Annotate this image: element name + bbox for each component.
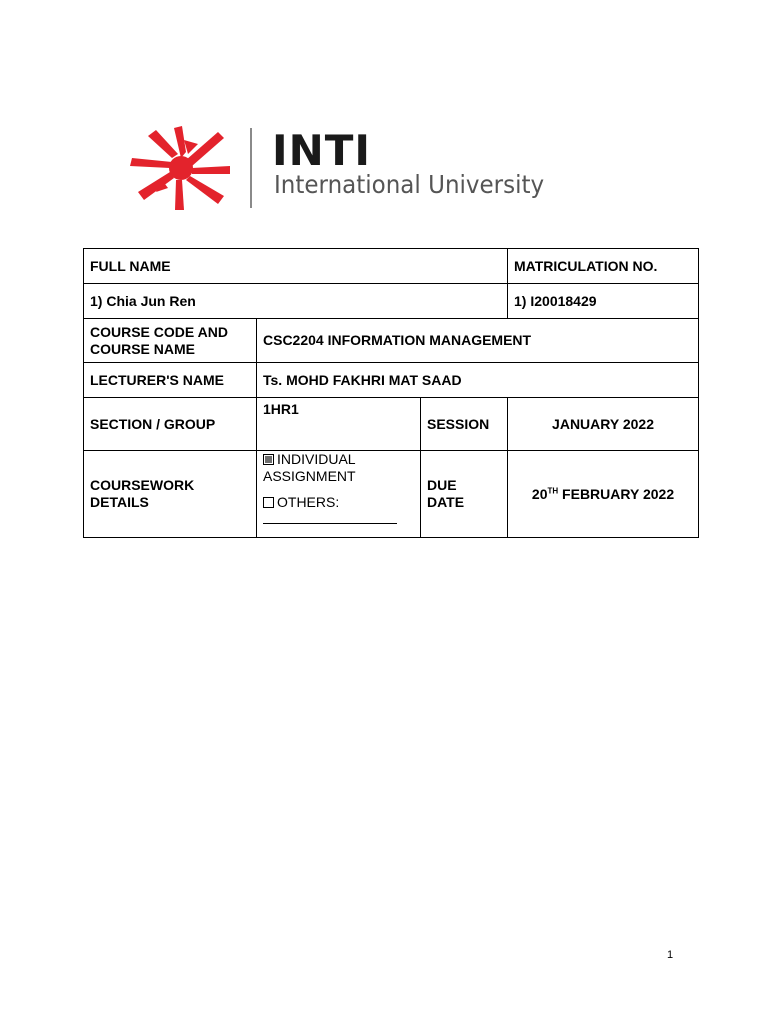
section-label: SECTION / GROUP xyxy=(84,398,257,451)
table-row xyxy=(84,398,699,451)
table-row xyxy=(84,319,699,363)
due-label-line2: DATE xyxy=(427,494,465,510)
lecturer-value: Ts. MOHD FAKHRI MAT SAAD xyxy=(257,363,699,398)
cover-sheet-table xyxy=(83,248,699,538)
inti-star-mark-icon xyxy=(126,122,236,214)
option-individual-line1: INDIVIDUAL xyxy=(277,451,356,467)
due-date-label xyxy=(421,451,508,538)
course-value: CSC2204 INFORMATION MANAGEMENT xyxy=(257,319,699,363)
coursework-label-line1: COURSEWORK xyxy=(90,477,195,493)
table-row xyxy=(84,284,699,319)
logo-subtitle: International University xyxy=(274,170,545,199)
lecturer-label: LECTURER'S NAME xyxy=(84,363,257,398)
table-row xyxy=(84,249,699,284)
session-value: JANUARY 2022 xyxy=(508,398,699,451)
option-others-label: OTHERS: xyxy=(277,494,340,510)
due-date-value xyxy=(508,451,699,538)
course-code-label xyxy=(84,319,257,363)
due-day-suffix: TH xyxy=(547,485,559,495)
due-label-line1: DUE xyxy=(427,477,457,493)
course-label-line1: COURSE CODE AND xyxy=(90,323,228,340)
others-blank-line[interactable] xyxy=(263,513,397,524)
section-value: 1HR1 xyxy=(257,398,421,451)
coursework-options xyxy=(257,451,421,538)
coursework-details-label xyxy=(84,451,257,538)
matriculation-label: MATRICULATION NO. xyxy=(508,249,699,284)
table-row xyxy=(84,363,699,398)
full-name-value: 1) Chia Jun Ren xyxy=(84,284,508,319)
option-others[interactable] xyxy=(263,494,414,524)
option-individual[interactable] xyxy=(263,451,414,485)
full-name-label: FULL NAME xyxy=(84,249,508,284)
due-month-year: FEBRUARY 2022 xyxy=(558,485,675,502)
due-day: 20 xyxy=(531,485,548,502)
logo-divider xyxy=(250,128,252,208)
session-label: SESSION xyxy=(421,398,508,451)
coursework-label-line2: DETAILS xyxy=(90,494,149,510)
others-checkbox-icon[interactable] xyxy=(263,497,274,508)
option-individual-line2: ASSIGNMENT xyxy=(263,468,356,484)
matriculation-value: 1) I20018429 xyxy=(508,284,699,319)
logo-title: INTI xyxy=(272,126,372,175)
course-label-line2: COURSE NAME xyxy=(90,340,196,357)
page-number: 1 xyxy=(667,949,674,961)
table-row xyxy=(84,451,699,538)
individual-checkbox-icon[interactable] xyxy=(263,454,274,465)
university-logo xyxy=(126,122,606,214)
